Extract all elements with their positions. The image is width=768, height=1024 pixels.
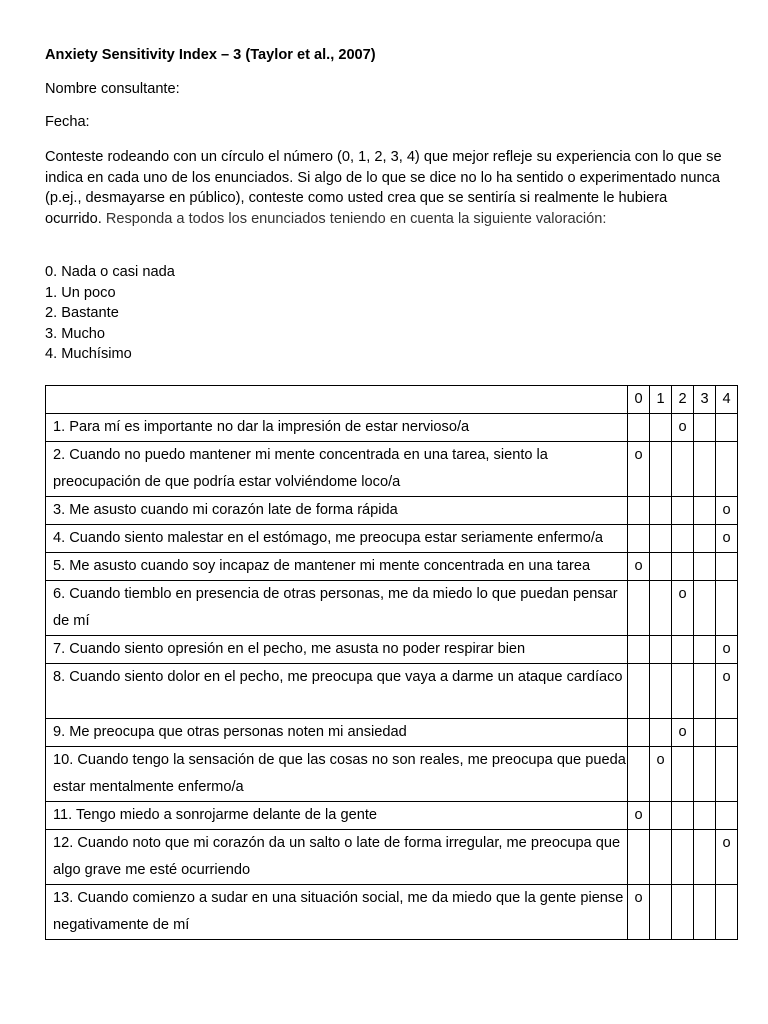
answer-cell-4[interactable] bbox=[716, 636, 738, 664]
answer-cell-1[interactable] bbox=[650, 885, 672, 940]
answer-cell-2[interactable] bbox=[672, 802, 694, 830]
answer-cell-4[interactable] bbox=[716, 525, 738, 553]
table-header-row bbox=[46, 386, 738, 414]
answer-cell-1[interactable] bbox=[650, 747, 672, 802]
header-col-4: 4 bbox=[716, 386, 738, 414]
scale-item: 2. Bastante bbox=[45, 305, 119, 321]
answer-mark: o bbox=[678, 724, 687, 740]
answer-mark: o bbox=[678, 586, 687, 602]
questionnaire-table bbox=[45, 385, 738, 940]
answer-cell-3[interactable] bbox=[694, 442, 716, 497]
question-text: 3. Me asusto cuando mi corazón late de forma rápida bbox=[46, 497, 628, 525]
question-text: 8. Cuando siento dolor en el pecho, me preocupa que vaya a darme un ataque cardíaco bbox=[46, 664, 628, 719]
answer-cell-0[interactable] bbox=[628, 664, 650, 719]
answer-cell-3[interactable] bbox=[694, 497, 716, 525]
answer-cell-0[interactable] bbox=[628, 719, 650, 747]
answer-cell-0[interactable] bbox=[628, 581, 650, 636]
answer-cell-1[interactable] bbox=[650, 719, 672, 747]
answer-cell-4[interactable] bbox=[716, 664, 738, 719]
answer-mark: o bbox=[634, 890, 643, 906]
question-text: 11. Tengo miedo a sonrojarme delante de la gente bbox=[46, 802, 628, 830]
table-row bbox=[46, 636, 738, 664]
answer-cell-0[interactable] bbox=[628, 525, 650, 553]
answer-cell-3[interactable] bbox=[694, 885, 716, 940]
table-row bbox=[46, 885, 738, 940]
table-row bbox=[46, 664, 738, 719]
answer-cell-3[interactable] bbox=[694, 664, 716, 719]
scale-item: 0. Nada o casi nada bbox=[45, 264, 175, 280]
header-col-3: 3 bbox=[694, 386, 716, 414]
answer-cell-2[interactable] bbox=[672, 747, 694, 802]
answer-cell-1[interactable] bbox=[650, 581, 672, 636]
answer-mark: o bbox=[678, 419, 687, 435]
answer-cell-0[interactable] bbox=[628, 414, 650, 442]
answer-cell-0[interactable] bbox=[628, 830, 650, 885]
answer-cell-3[interactable] bbox=[694, 802, 716, 830]
answer-cell-2[interactable] bbox=[672, 830, 694, 885]
answer-cell-0[interactable] bbox=[628, 885, 650, 940]
question-text: 9. Me preocupa que otras personas noten mi ansiedad bbox=[46, 719, 628, 747]
answer-cell-2[interactable] bbox=[672, 719, 694, 747]
answer-cell-3[interactable] bbox=[694, 719, 716, 747]
client-name-label: Nombre consultante: bbox=[45, 81, 180, 97]
answer-mark: o bbox=[722, 835, 731, 851]
answer-cell-2[interactable] bbox=[672, 885, 694, 940]
scale-item: 4. Muchísimo bbox=[45, 346, 132, 362]
rating-scale bbox=[45, 262, 175, 365]
table-row bbox=[46, 581, 738, 636]
answer-cell-4[interactable] bbox=[716, 581, 738, 636]
answer-mark: o bbox=[722, 530, 731, 546]
table-row bbox=[46, 719, 738, 747]
answer-cell-1[interactable] bbox=[650, 497, 672, 525]
answer-cell-3[interactable] bbox=[694, 636, 716, 664]
answer-cell-4[interactable] bbox=[716, 747, 738, 802]
table-row bbox=[46, 553, 738, 581]
answer-cell-0[interactable] bbox=[628, 636, 650, 664]
answer-cell-0[interactable] bbox=[628, 553, 650, 581]
answer-cell-1[interactable] bbox=[650, 553, 672, 581]
answer-cell-1[interactable] bbox=[650, 830, 672, 885]
answer-cell-0[interactable] bbox=[628, 497, 650, 525]
answer-mark: o bbox=[634, 807, 643, 823]
question-text: 1. Para mí es importante no dar la impresión de estar nervioso/a bbox=[46, 414, 628, 442]
answer-cell-2[interactable] bbox=[672, 664, 694, 719]
answer-cell-1[interactable] bbox=[650, 802, 672, 830]
answer-cell-3[interactable] bbox=[694, 830, 716, 885]
header-col-1: 1 bbox=[650, 386, 672, 414]
answer-cell-2[interactable] bbox=[672, 525, 694, 553]
header-col-0: 0 bbox=[628, 386, 650, 414]
answer-cell-2[interactable] bbox=[672, 414, 694, 442]
question-text: 12. Cuando noto que mi corazón da un salto o late de forma irregular, me preocupa que algo grave me esté ocurriendo bbox=[46, 830, 628, 885]
answer-mark: o bbox=[722, 502, 731, 518]
answer-cell-2[interactable] bbox=[672, 442, 694, 497]
answer-cell-1[interactable] bbox=[650, 636, 672, 664]
answer-cell-3[interactable] bbox=[694, 747, 716, 802]
table-row bbox=[46, 802, 738, 830]
document-title: Anxiety Sensitivity Index – 3 (Taylor et al., 2007) bbox=[45, 47, 376, 63]
answer-cell-1[interactable] bbox=[650, 442, 672, 497]
answer-mark: o bbox=[722, 669, 731, 685]
question-text: 13. Cuando comienzo a sudar en una situación social, me da miedo que la gente piense negativamente de mí bbox=[46, 885, 628, 940]
table-row bbox=[46, 830, 738, 885]
scale-item: 3. Mucho bbox=[45, 325, 106, 342]
answer-mark: o bbox=[634, 558, 643, 574]
question-text: 4. Cuando siento malestar en el estómago, me preocupa estar seriamente enfermo/a bbox=[46, 525, 628, 553]
answer-cell-4[interactable] bbox=[716, 414, 738, 442]
instructions-rating: Responda a todos los enunciados teniendo en cuenta la siguiente valoración: bbox=[105, 210, 607, 227]
instructions-main: Conteste rodeando con un círculo el número (0, 1, 2, 3, 4) que mejor refleje su experiencia con lo que se indica en cada uno de los enunciados. Si algo de lo que se dice no lo ha sentido o experimentado nunca (p.ej., desmayarse en público), conteste como usted crea que se sentiría si realmente le hubiera ocurrido. bbox=[45, 149, 722, 227]
answer-cell-3[interactable] bbox=[694, 553, 716, 581]
answer-cell-4[interactable] bbox=[716, 830, 738, 885]
table-row bbox=[46, 442, 738, 497]
answer-cell-1[interactable] bbox=[650, 414, 672, 442]
answer-cell-0[interactable] bbox=[628, 442, 650, 497]
answer-mark: o bbox=[634, 447, 643, 463]
answer-cell-3[interactable] bbox=[694, 414, 716, 442]
question-text: 6. Cuando tiemblo en presencia de otras personas, me da miedo lo que puedan pensar de mí bbox=[46, 581, 628, 636]
date-label: Fecha: bbox=[45, 114, 90, 130]
answer-cell-2[interactable] bbox=[672, 553, 694, 581]
answer-cell-4[interactable] bbox=[716, 553, 738, 581]
scale-item: 1. Un poco bbox=[45, 284, 116, 301]
table-row bbox=[46, 747, 738, 802]
question-text: 2. Cuando no puedo mantener mi mente concentrada en una tarea, siento la preocupación de que podría estar volviéndome loco/a bbox=[46, 442, 628, 497]
table-row bbox=[46, 414, 738, 442]
question-text: 7. Cuando siento opresión en el pecho, me asusta no poder respirar bien bbox=[46, 636, 628, 664]
question-text: 10. Cuando tengo la sensación de que las cosas no son reales, me preocupa que pueda estar mentalmente enfermo/a bbox=[46, 747, 628, 802]
answer-cell-4[interactable] bbox=[716, 497, 738, 525]
answer-cell-4[interactable] bbox=[716, 442, 738, 497]
answer-cell-1[interactable] bbox=[650, 664, 672, 719]
instructions bbox=[45, 147, 725, 229]
table-row bbox=[46, 525, 738, 553]
answer-cell-0[interactable] bbox=[628, 747, 650, 802]
answer-cell-2[interactable] bbox=[672, 497, 694, 525]
answer-cell-1[interactable] bbox=[650, 525, 672, 553]
table-row bbox=[46, 497, 738, 525]
header-blank-cell bbox=[46, 386, 628, 414]
answer-mark: o bbox=[656, 752, 665, 768]
answer-cell-2[interactable] bbox=[672, 636, 694, 664]
question-text: 5. Me asusto cuando soy incapaz de mantener mi mente concentrada en una tarea bbox=[46, 553, 628, 581]
answer-cell-3[interactable] bbox=[694, 581, 716, 636]
answer-cell-4[interactable] bbox=[716, 719, 738, 747]
header-col-2: 2 bbox=[672, 386, 694, 414]
answer-mark: o bbox=[722, 641, 731, 657]
answer-cell-0[interactable] bbox=[628, 802, 650, 830]
answer-cell-3[interactable] bbox=[694, 525, 716, 553]
answer-cell-4[interactable] bbox=[716, 885, 738, 940]
answer-cell-2[interactable] bbox=[672, 581, 694, 636]
answer-cell-4[interactable] bbox=[716, 802, 738, 830]
